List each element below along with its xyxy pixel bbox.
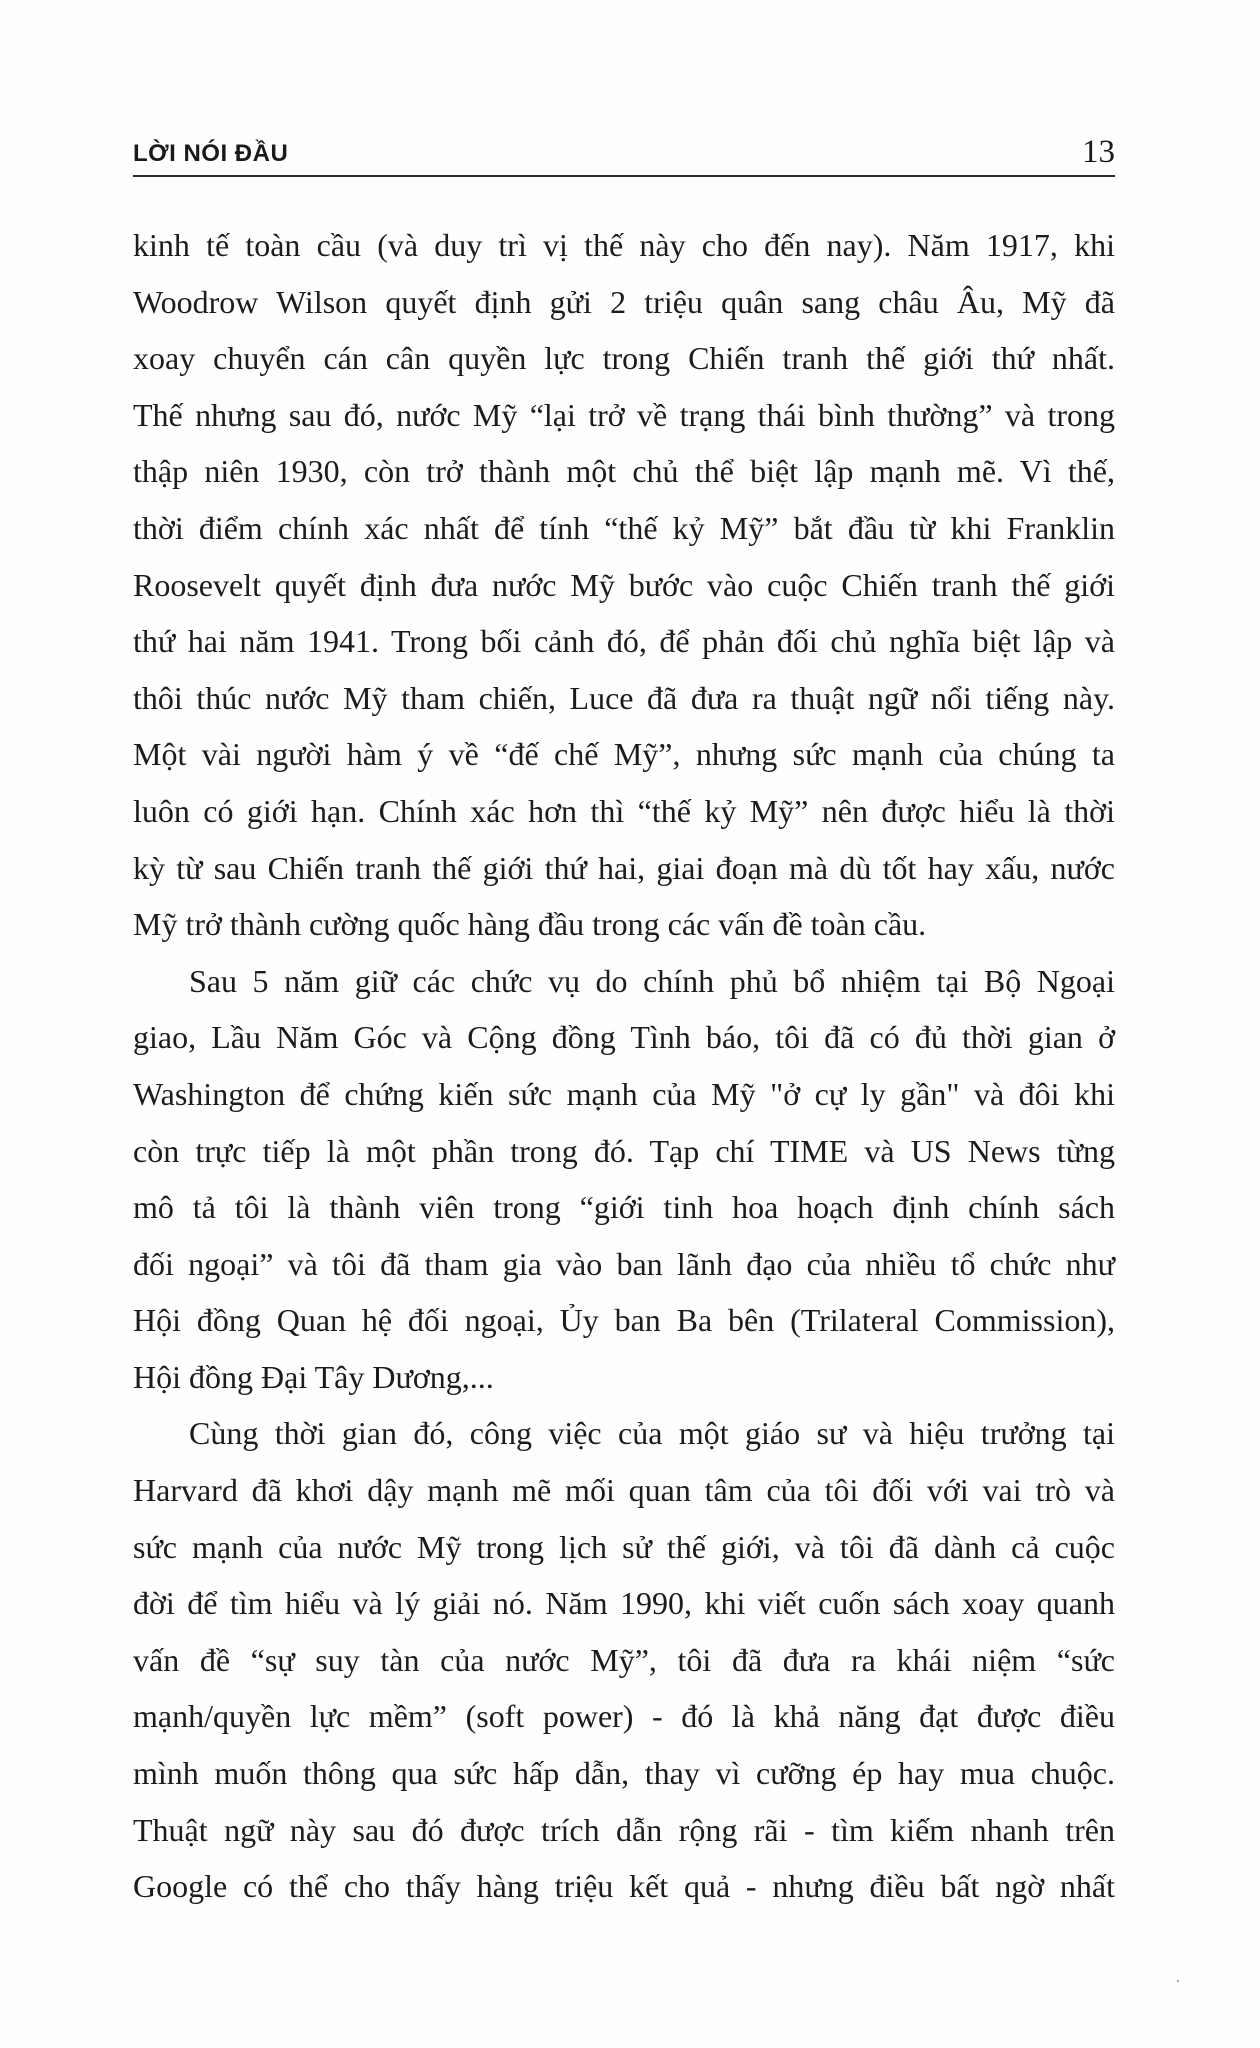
running-header bbox=[133, 134, 1115, 174]
text-line: Hội đồng Quan hệ đối ngoại, Ủy ban Ba bên (Trilateral Commission), bbox=[133, 1302, 1115, 1339]
text-line: thứ hai năm 1941. Trong bối cảnh đó, để phản đối chủ nghĩa biệt lập và bbox=[133, 623, 1115, 660]
text-line: đối ngoại” và tôi đã tham gia vào ban lãnh đạo của nhiều tổ chức như bbox=[133, 1245, 1115, 1282]
header-rule bbox=[133, 175, 1115, 177]
text-line: kỳ từ sau Chiến tranh thế giới thứ hai, giai đoạn mà dù tốt hay xấu, nước bbox=[133, 849, 1115, 886]
text-line: thập niên 1930, còn trở thành một chủ thể biệt lập mạnh mẽ. Vì thế, bbox=[133, 453, 1115, 490]
text-line: Cùng thời gian đó, công việc của một giáo sư và hiệu trưởng tại bbox=[189, 1415, 1115, 1452]
text-line: Thế nhưng sau đó, nước Mỹ “lại trở về trạng thái bình thường” và trong bbox=[133, 396, 1115, 433]
text-line: giao, Lầu Năm Góc và Cộng đồng Tình báo, tôi đã có đủ thời gian ở bbox=[133, 1019, 1115, 1056]
page-number: 13 bbox=[1082, 134, 1115, 170]
text-line: mô tả tôi là thành viên trong “giới tinh hoa hoạch định chính sách bbox=[133, 1189, 1115, 1226]
text-line: Thuật ngữ này sau đó được trích dẫn rộng rãi - tìm kiếm nhanh trên bbox=[133, 1811, 1115, 1848]
text-line: Google có thể cho thấy hàng triệu kết quả - nhưng điều bất ngờ nhất bbox=[133, 1868, 1115, 1905]
text-line: đời để tìm hiểu và lý giải nó. Năm 1990, khi viết cuốn sách xoay quanh bbox=[133, 1585, 1115, 1622]
paragraph-1 bbox=[133, 217, 1115, 953]
text-line: kinh tế toàn cầu (và duy trì vị thế này cho đến nay). Năm 1917, khi bbox=[133, 227, 1115, 263]
text-line: Woodrow Wilson quyết định gửi 2 triệu quân sang châu Âu, Mỹ đã bbox=[133, 283, 1115, 320]
text-line: Mỹ trở thành cường quốc hàng đầu trong các vấn đề toàn cầu. bbox=[133, 906, 927, 943]
text-line: vấn đề “sự suy tàn của nước Mỹ”, tôi đã đưa ra khái niệm “sức bbox=[133, 1641, 1115, 1678]
text-line: luôn có giới hạn. Chính xác hơn thì “thế kỷ Mỹ” nên được hiểu là thời bbox=[133, 792, 1115, 829]
section-title: LỜI NÓI ĐẦU bbox=[133, 140, 289, 167]
text-line: Washington để chứng kiến sức mạnh của Mỹ "ở cự ly gần" và đôi khi bbox=[133, 1075, 1115, 1112]
text-line: Roosevelt quyết định đưa nước Mỹ bước vào cuộc Chiến tranh thế giới bbox=[133, 566, 1115, 603]
text-line: mạnh/quyền lực mềm” (soft power) - đó là khả năng đạt được điều bbox=[133, 1698, 1115, 1735]
text-line: Harvard đã khơi dậy mạnh mẽ mối quan tâm của tôi đối với vai trò và bbox=[133, 1472, 1115, 1509]
body-text bbox=[133, 217, 1115, 1915]
text-line: xoay chuyển cán cân quyền lực trong Chiến tranh thế giới thứ nhất. bbox=[133, 340, 1115, 377]
text-line: mình muốn thông qua sức hấp dẫn, thay vì cưỡng ép hay mua chuộc. bbox=[133, 1755, 1115, 1792]
text-line: còn trực tiếp là một phần trong đó. Tạp chí TIME và US News từng bbox=[133, 1132, 1115, 1169]
paragraph-3 bbox=[133, 1405, 1115, 1914]
text-line: thời điểm chính xác nhất để tính “thế kỷ Mỹ” bắt đầu từ khi Franklin bbox=[133, 509, 1115, 546]
text-line: sức mạnh của nước Mỹ trong lịch sử thế giới, và tôi đã dành cả cuộc bbox=[133, 1528, 1115, 1565]
text-line: Hội đồng Đại Tây Dương,... bbox=[133, 1358, 494, 1395]
text-line: thôi thúc nước Mỹ tham chiến, Luce đã đưa ra thuật ngữ nổi tiếng này. bbox=[133, 679, 1115, 716]
scan-speck bbox=[1177, 1980, 1179, 1982]
paragraph-2 bbox=[133, 953, 1115, 1406]
text-line: Sau 5 năm giữ các chức vụ do chính phủ bổ nhiệm tại Bộ Ngoại bbox=[189, 962, 1115, 999]
text-line: Một vài người hàm ý về “đế chế Mỹ”, nhưng sức mạnh của chúng ta bbox=[133, 736, 1115, 773]
